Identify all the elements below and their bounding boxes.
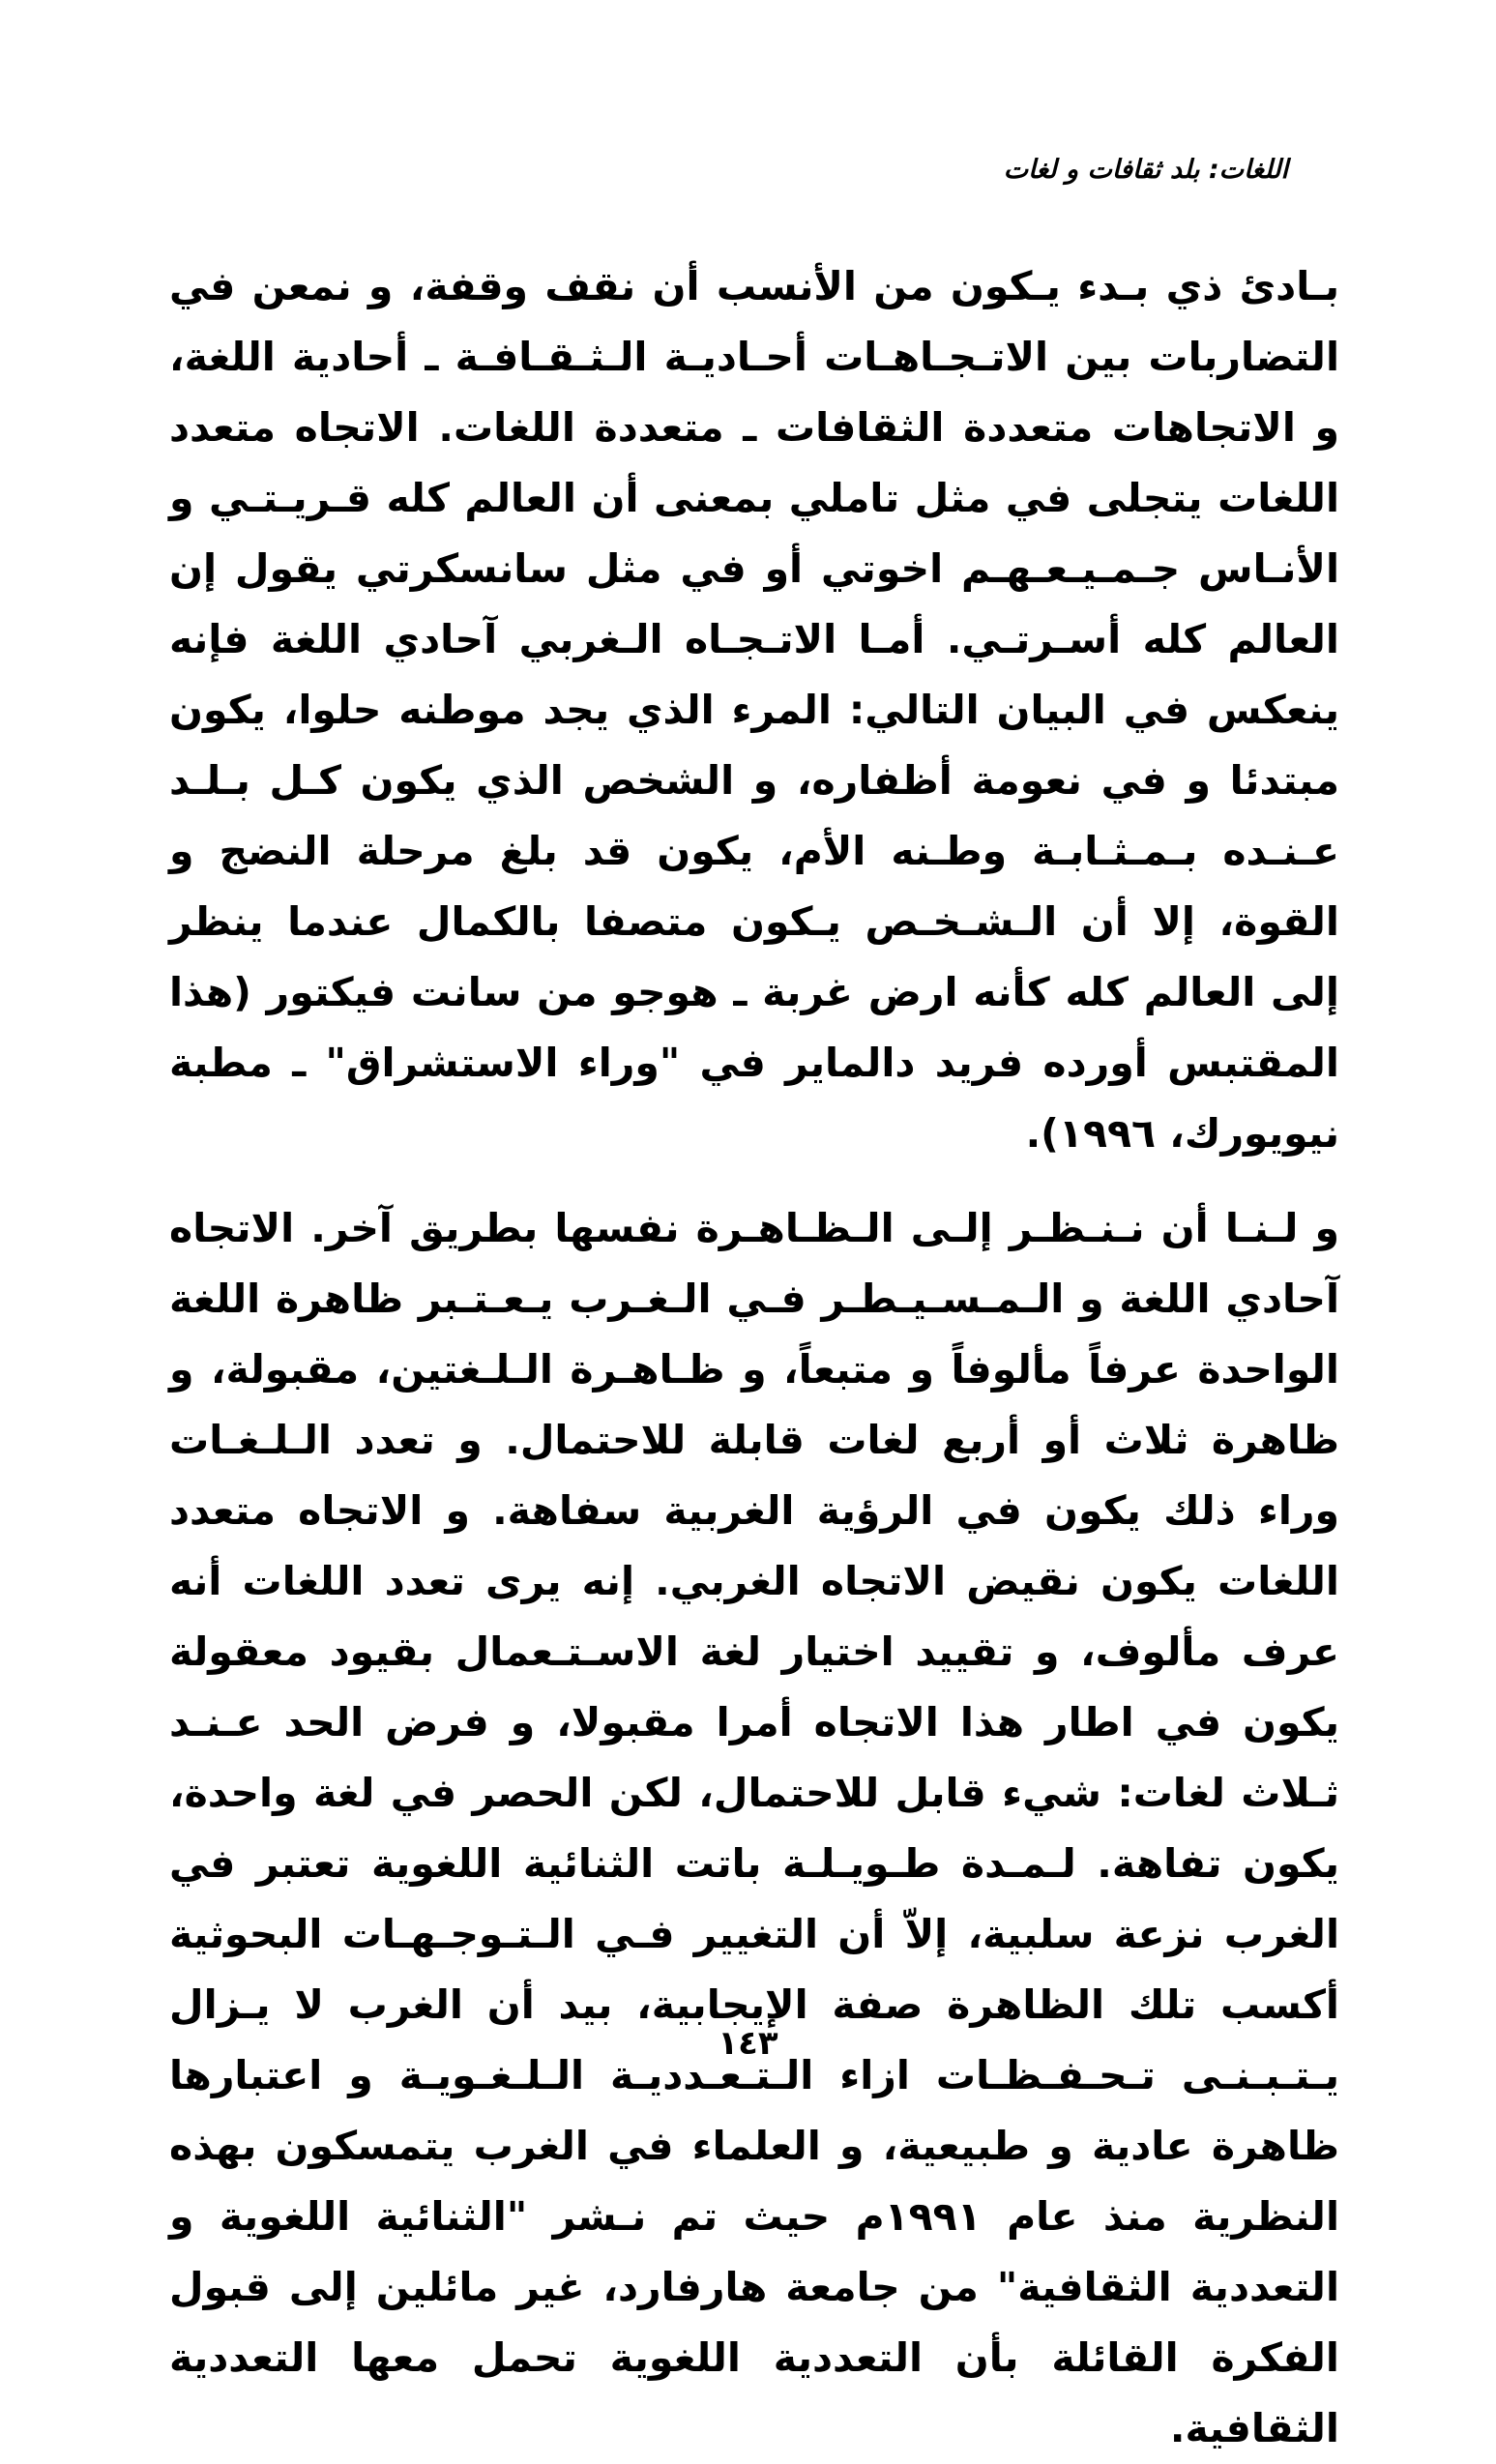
running-header: اللغات: بلد ثقافات و لغات bbox=[1003, 155, 1288, 185]
paragraph-1: بـادئ ذي بـدء يـكون من الأنسب أن نقف وقفة، و نمعن في التضاربات بين الاتـجـاهـات أحـاديـة الـثـقـافـة ـ أحادية اللغة، و الاتجاهات متعددة الثقافات ـ متعددة اللغات. الاتجاه متعدد اللغات يتجلى في مثل تاملي بمعنى أن العالم كله قـريـتـي و الأنـاس جـمـيـعـهـم اخوتي أو في مثل سانسكرتي يقول إن العالم كله أسـرتـي. أمـا الاتـجـاه الـغربي آحادي اللغة فإنه ينعكس في البيان التالي: المرء الذي يجد موطنه حلوا، يكون مبتدئا و في نعومة أظفاره، و الشخص الذي يكون كـل بـلـد عـنـده بـمـثـابـة وطـنه الأم، يكون قد بلغ مرحلة النضج و القوة، إلا أن الـشـخـص يـكون متصفا بالكمال عندما ينظر إلى العالم كله كأنه ارض غربة ـ هوجو من سانت فيكتور (هذا المقتبس أورده فريد دالماير في "وراء الاستشراق" ـ مطبة نيويورك، ١٩٩٦). bbox=[169, 263, 1339, 1157]
body-text bbox=[169, 251, 1339, 2464]
page-number: ١٤٣ bbox=[718, 2024, 778, 2063]
paragraph-2: و لـنـا أن نـنـظـر إلـى الـظـاهـرة نفسها بطريق آخر. الاتجاه آحادي اللغة و الـمـسـيـطـر فـي الـغـرب يـعـتـبر ظاهرة اللغة الواحدة عرفاً مألوفاً و متبعاً، و ظـاهـرة الـلـغتين، مقبولة، و ظاهرة ثلاث أو أربع لغات قابلة للاحتمال. و تعدد الـلـغـات وراء ذلك يكون في الرؤية الغربية سفاهة. و الاتجاه متعدد اللغات يكون نقيض الاتجاه الغربي. إنه يرى تعدد اللغات أنه عرف مألوف، و تقييد اختيار لغة الاسـتـعمال بقيود معقولة يكون في اطار هذا الاتجاه أمرا مقبولا، و فرض الحد عـنـد ثـلاث لغات: شيء قابل للاحتمال، لكن الحصر في لغة واحدة، يكون تفاهة. لـمـدة طـويـلـة باتت الثنائية اللغوية تعتبر في الغرب نزعة سلبية، إلاّ أن التغيير فـي الـتـوجـهـات البحوثية أكسب تلك الظاهرة صفة الإيجابية، بيد أن الغرب لا يـزال يـتـبـنـى تـحـفـظـات ازاء الـتـعـدديـة الـلـغـويـة و اعتبارها ظاهرة عادية و طبيعية، و العلماء في الغرب يتمسكون بهذه النظرية منذ عام ١٩٩١م حيث تم نـشر "الثنائية اللغوية و التعددية الثقافية" من جامعة هارفارد، غير مائلين إلى قبول الفكرة القائلة بأن التعددية اللغوية تحمل معها التعددية الثقافية. bbox=[169, 1205, 1340, 2451]
